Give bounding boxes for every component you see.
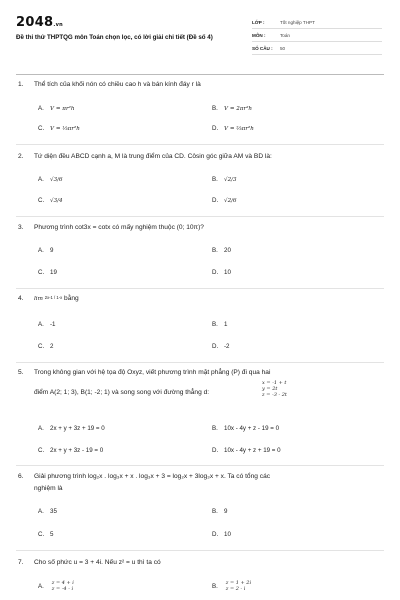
option-line: z = 1 + 2i bbox=[225, 580, 252, 586]
option-label: C. bbox=[38, 125, 45, 132]
option-label: B. bbox=[212, 176, 218, 183]
option-c[interactable] bbox=[38, 446, 103, 455]
option-text: 10x - 4y + z + 19 = 0 bbox=[224, 447, 281, 454]
option-text: 19 bbox=[50, 269, 57, 276]
option-system bbox=[52, 580, 74, 592]
logo-text: 2048 bbox=[16, 15, 54, 30]
option-text: -2 bbox=[224, 343, 230, 350]
question-number: 6. bbox=[18, 473, 24, 480]
header bbox=[0, 0, 400, 70]
option-label: A. bbox=[38, 508, 44, 515]
meta-row-count bbox=[252, 42, 382, 55]
equation-line: z = -3 - 2t bbox=[262, 392, 287, 398]
option-label: B. bbox=[212, 508, 218, 515]
exam-title: Đề thi thử THPTQG môn Toán chọn lọc, có lời giải chi tiết (Đề số 4) bbox=[16, 34, 213, 41]
option-line: z = -4 - i bbox=[51, 586, 74, 592]
option-label: B. bbox=[212, 321, 218, 328]
option-label: C. bbox=[38, 531, 45, 538]
option-text: √3/4 bbox=[50, 198, 63, 204]
option-label: A. bbox=[38, 247, 44, 254]
option-c[interactable] bbox=[38, 530, 53, 539]
option-label: C. bbox=[38, 447, 45, 454]
question-number: 2. bbox=[18, 153, 24, 160]
option-d[interactable] bbox=[212, 446, 281, 455]
question-text: Trong không gian với hệ tọa độ Oxyz, viết phương trình mặt phẳng (P) đi qua hai bbox=[34, 369, 271, 376]
option-text: 9 bbox=[224, 508, 228, 515]
option-d[interactable] bbox=[212, 268, 231, 277]
option-text: √2/3 bbox=[224, 177, 237, 183]
option-line: z = 4 + i bbox=[51, 580, 74, 586]
option-c[interactable] bbox=[38, 124, 80, 134]
option-a[interactable] bbox=[38, 104, 74, 114]
option-text: 20 bbox=[224, 247, 231, 254]
option-b[interactable] bbox=[212, 424, 279, 433]
meta-value: Tốt nghiệp THPT bbox=[280, 19, 315, 25]
option-a[interactable] bbox=[38, 175, 63, 185]
option-b[interactable] bbox=[212, 580, 251, 592]
option-b[interactable] bbox=[212, 507, 227, 516]
limit-symbol: lim bbox=[34, 296, 43, 302]
option-text: 1 bbox=[224, 321, 228, 328]
option-b[interactable] bbox=[212, 320, 227, 329]
option-text: 10 bbox=[224, 531, 231, 538]
option-label: A. bbox=[38, 321, 44, 328]
option-b[interactable] bbox=[212, 246, 231, 255]
option-c[interactable] bbox=[38, 268, 57, 277]
option-line: z = 2 - i bbox=[225, 586, 246, 592]
option-label: D. bbox=[212, 197, 219, 204]
question-number: 7. bbox=[18, 559, 24, 566]
option-a[interactable] bbox=[38, 507, 57, 516]
question-number: 1. bbox=[18, 81, 24, 88]
option-b[interactable] bbox=[212, 175, 237, 185]
option-text: 5 bbox=[50, 531, 54, 538]
meta-row-class bbox=[252, 16, 382, 29]
question-divider bbox=[16, 144, 384, 145]
option-text: √3/6 bbox=[50, 177, 63, 183]
meta-row-subject bbox=[252, 29, 382, 42]
equation-line: x = -1 + t bbox=[262, 380, 287, 386]
question-text: Thể tích của khối nón có chiều cao h và bán kính đáy r là bbox=[34, 81, 201, 88]
question-divider bbox=[16, 288, 384, 289]
option-text: V = πr²h bbox=[50, 106, 75, 112]
option-text: -1 bbox=[50, 321, 56, 328]
option-label: A. bbox=[38, 176, 44, 183]
meta-key: MÔN : bbox=[252, 32, 266, 38]
option-d[interactable] bbox=[212, 124, 254, 134]
option-label: C. bbox=[38, 269, 45, 276]
option-a[interactable] bbox=[38, 320, 56, 329]
option-label: B. bbox=[212, 247, 218, 254]
question-number: 5. bbox=[18, 369, 24, 376]
question-number: 3. bbox=[18, 224, 24, 231]
question-number: 4. bbox=[18, 295, 24, 302]
option-label: C. bbox=[38, 343, 45, 350]
option-label: D. bbox=[212, 269, 219, 276]
question-text bbox=[34, 294, 384, 304]
question-divider bbox=[16, 465, 384, 466]
question-text-2: nghiệm là bbox=[34, 485, 63, 492]
option-label: B. bbox=[212, 425, 218, 432]
question-text: Tứ diện đều ABCD cạnh a, M là trung điểm của CD. Côsin góc giữa AM và BD là: bbox=[34, 153, 272, 160]
option-text: V = 2πr²h bbox=[224, 106, 253, 112]
question-divider bbox=[16, 362, 384, 363]
option-c[interactable] bbox=[38, 196, 63, 206]
exam-meta bbox=[252, 16, 382, 55]
option-text: 10 bbox=[224, 269, 231, 276]
option-text: 9 bbox=[50, 247, 54, 254]
question-text: Phương trình cot3x = cotx có mấy nghiệm thuộc (0; 10π)? bbox=[34, 224, 204, 231]
question-text-2: điểm A(2; 1; 3), B(1; -2; 1) và song song với đường thẳng d: bbox=[34, 389, 210, 396]
question-divider bbox=[16, 216, 384, 217]
meta-key: SỐ CÂU : bbox=[252, 45, 273, 51]
option-d[interactable] bbox=[212, 196, 237, 206]
option-b[interactable] bbox=[212, 104, 252, 114]
equation-line: y = 2t bbox=[262, 386, 278, 392]
option-text: V = ⅓πr²h bbox=[50, 126, 80, 132]
logo-suffix: .vn bbox=[53, 22, 64, 28]
meta-value: Toán bbox=[280, 32, 290, 38]
option-text: √2/6 bbox=[224, 198, 237, 204]
site-logo[interactable] bbox=[16, 15, 63, 30]
option-a[interactable] bbox=[38, 424, 105, 433]
option-system bbox=[226, 580, 251, 592]
question-divider bbox=[16, 550, 384, 551]
option-label: D. bbox=[212, 125, 219, 132]
option-text: 2 bbox=[50, 343, 54, 350]
option-text: 35 bbox=[50, 508, 57, 515]
question-text-suffix: bằng bbox=[64, 295, 79, 302]
option-label: B. bbox=[212, 105, 218, 112]
meta-key: LỚP : bbox=[252, 19, 265, 25]
meta-value: 50 bbox=[280, 45, 286, 51]
line-equation-system bbox=[262, 380, 287, 398]
option-a[interactable] bbox=[38, 246, 53, 255]
option-label: C. bbox=[38, 197, 45, 204]
option-text: 2x + y + 3z + 19 = 0 bbox=[50, 425, 105, 432]
option-label: A. bbox=[38, 105, 44, 112]
option-label: A. bbox=[38, 425, 44, 432]
header-divider bbox=[16, 74, 384, 75]
question-text: Giải phương trình log₂x . log₃x + x . log₃x + 3 = log₂x + 3log₃x + x. Ta có tổng các bbox=[34, 473, 271, 480]
question-text: Cho số phức u = 3 + 4i. Nếu z² = u thì ta có bbox=[34, 559, 161, 566]
option-label: D. bbox=[212, 343, 219, 350]
option-text: 2x + y + 3z - 19 = 0 bbox=[50, 447, 104, 454]
option-label: D. bbox=[212, 447, 219, 454]
option-label: B. bbox=[212, 582, 218, 590]
option-d[interactable] bbox=[212, 530, 231, 539]
option-c[interactable] bbox=[38, 342, 53, 351]
option-a[interactable] bbox=[38, 580, 74, 592]
limit-fraction: 2x-1 / 1-x bbox=[44, 295, 63, 300]
option-label: D. bbox=[212, 531, 219, 538]
option-label: A. bbox=[38, 582, 44, 590]
option-text: 10x - 4y + z - 19 = 0 bbox=[224, 425, 280, 432]
option-d[interactable] bbox=[212, 342, 230, 351]
option-text: V = ⅔πr²h bbox=[224, 126, 254, 132]
